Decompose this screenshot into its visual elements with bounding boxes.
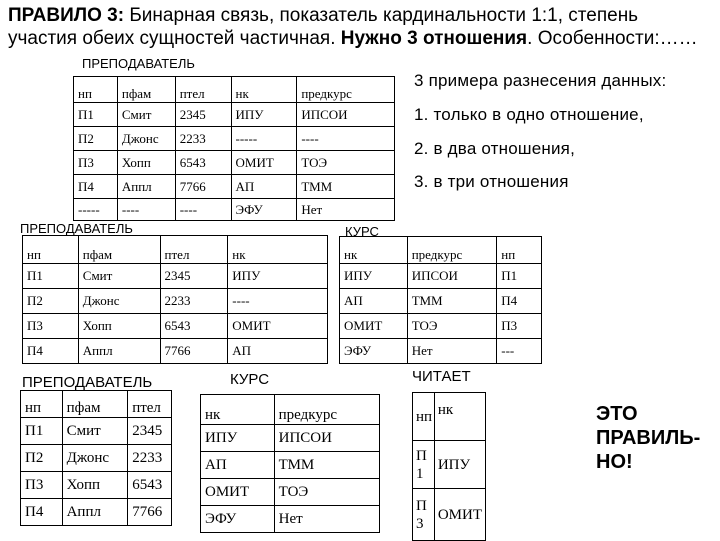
- table-cell: ----: [297, 127, 395, 151]
- table-row: [340, 314, 542, 339]
- table-row: [21, 499, 172, 526]
- table-header-cell: птел: [175, 77, 231, 103]
- table-cell: Джонс: [78, 289, 160, 314]
- table-cell: ИПУ: [340, 264, 408, 289]
- table-cell: П4: [497, 289, 542, 314]
- table-cell: 2233: [175, 127, 231, 151]
- table-header-cell: птел: [160, 236, 228, 264]
- table-cell: П4: [23, 339, 79, 364]
- table1-caption: ПРЕПОДАВАТЕЛЬ: [82, 56, 195, 71]
- table-row: [201, 452, 380, 479]
- table-row: [201, 479, 380, 506]
- table5: [200, 394, 380, 533]
- table-header-cell: птел: [128, 391, 172, 418]
- table-header-cell: пфам: [62, 391, 128, 418]
- table-row: [74, 127, 395, 151]
- table-row: [340, 289, 542, 314]
- table-cell: П3: [23, 314, 79, 339]
- table-cell: Нет: [297, 199, 395, 221]
- table-row: [23, 289, 328, 314]
- table-cell: П1: [74, 103, 118, 127]
- table-cell: Хопп: [62, 472, 128, 499]
- table-header-cell: нп: [413, 393, 435, 441]
- table-cell: ----: [117, 199, 175, 221]
- table-header-cell: пфам: [117, 77, 175, 103]
- table-cell: ОМИТ: [434, 489, 485, 541]
- table1-header-row: [74, 77, 395, 103]
- table-row: [74, 103, 395, 127]
- table3: [339, 236, 542, 364]
- table-cell: ----: [228, 289, 328, 314]
- table-cell: ИПУ: [228, 264, 328, 289]
- table-cell: ТММ: [407, 289, 497, 314]
- table-cell: П3: [497, 314, 542, 339]
- table-cell: 2345: [160, 264, 228, 289]
- table-header-cell: предкурс: [297, 77, 395, 103]
- table-row: [23, 264, 328, 289]
- table-row: [74, 151, 395, 175]
- table-cell: Хопп: [117, 151, 175, 175]
- title-text-2: . Особенности:……: [527, 28, 698, 49]
- table6-caption: ЧИТАЕТ: [412, 368, 471, 385]
- table-cell: Хопп: [78, 314, 160, 339]
- table-header-cell: предкурс: [407, 237, 497, 264]
- table-cell: П3: [413, 489, 435, 541]
- table-cell: ИПУ: [434, 441, 485, 489]
- table1: [73, 76, 395, 221]
- table-row: [413, 489, 486, 541]
- table-cell: Смит: [117, 103, 175, 127]
- table-cell: Смит: [78, 264, 160, 289]
- table-cell: -----: [74, 199, 118, 221]
- table-cell: ----: [175, 199, 231, 221]
- table-row: [21, 418, 172, 445]
- table-cell: П1: [497, 264, 542, 289]
- table-cell: ОМИТ: [228, 314, 328, 339]
- table-cell: 6543: [160, 314, 228, 339]
- table-cell: П1: [21, 418, 63, 445]
- table-row: [340, 264, 542, 289]
- table5-header-row: [201, 395, 380, 425]
- table-cell: П1: [413, 441, 435, 489]
- table-header-cell: нк: [434, 393, 485, 441]
- table-cell: АП: [340, 289, 408, 314]
- notes-item-1: 1. только в одно отношение,: [414, 105, 644, 124]
- table4-caption: ПРЕПОДАВАТЕЛЬ: [22, 374, 153, 391]
- table-cell: ИПСОИ: [297, 103, 395, 127]
- notes-item-3: 3. в три отношения: [414, 172, 569, 191]
- table-cell: 7766: [160, 339, 228, 364]
- table-cell: ИПСОИ: [274, 425, 379, 452]
- table-cell: 2233: [160, 289, 228, 314]
- table-header-cell: нп: [74, 77, 118, 103]
- table-cell: ТОЭ: [274, 479, 379, 506]
- table-cell: Аппл: [117, 175, 175, 199]
- table6: [412, 392, 486, 541]
- table4-header-row: [21, 391, 172, 418]
- table-header-cell: нк: [201, 395, 275, 425]
- notes-heading: 3 примера разнесения данных:: [414, 71, 667, 90]
- table-cell: АП: [228, 339, 328, 364]
- table-row: [74, 199, 395, 221]
- table-cell: Аппл: [78, 339, 160, 364]
- title-bold: Нужно 3 отношения: [340, 28, 528, 49]
- table-cell: ИПУ: [201, 425, 275, 452]
- table-cell: АП: [231, 175, 297, 199]
- table-row: [413, 441, 486, 489]
- table-header-cell: предкурс: [274, 395, 379, 425]
- table-cell: ЭФУ: [340, 339, 408, 364]
- table-row: [74, 175, 395, 199]
- table-cell: АП: [201, 452, 275, 479]
- table5-caption: КУРС: [230, 371, 270, 388]
- table2: [22, 235, 328, 364]
- table-header-cell: нп: [497, 237, 542, 264]
- table-cell: 2345: [128, 418, 172, 445]
- table-cell: ТММ: [297, 175, 395, 199]
- slide-title: [8, 4, 712, 50]
- table-cell: Нет: [274, 506, 379, 533]
- table-cell: Смит: [62, 418, 128, 445]
- table-cell: ЭФУ: [201, 506, 275, 533]
- table-cell: Джонс: [117, 127, 175, 151]
- table-cell: П4: [74, 175, 118, 199]
- table-row: [201, 506, 380, 533]
- table-cell: ОМИТ: [231, 151, 297, 175]
- table-cell: П4: [21, 499, 63, 526]
- table-cell: Нет: [407, 339, 497, 364]
- table4: [20, 390, 172, 526]
- table-cell: П1: [23, 264, 79, 289]
- table-row: [23, 339, 328, 364]
- table-row: [340, 339, 542, 364]
- table-cell: 6543: [128, 472, 172, 499]
- table-header-cell: нп: [21, 391, 63, 418]
- table-cell: ТОЭ: [297, 151, 395, 175]
- verdict-text: ЭТО ПРАВИЛЬ-НО!: [596, 403, 701, 473]
- table-cell: -----: [231, 127, 297, 151]
- table-cell: П3: [21, 472, 63, 499]
- table-header-cell: нк: [231, 77, 297, 103]
- table-header-cell: пфам: [78, 236, 160, 264]
- table-row: [21, 445, 172, 472]
- table-cell: Аппл: [62, 499, 128, 526]
- table-header-cell: нп: [23, 236, 79, 264]
- table-cell: 6543: [175, 151, 231, 175]
- table-cell: ИПСОИ: [407, 264, 497, 289]
- table-cell: П2: [21, 445, 63, 472]
- table-header-cell: нк: [228, 236, 328, 264]
- table-header-cell: нк: [340, 237, 408, 264]
- table6-header-row: [413, 393, 486, 441]
- rule-label: ПРАВИЛО 3:: [8, 5, 125, 26]
- table-cell: ЭФУ: [231, 199, 297, 221]
- table-cell: ТММ: [274, 452, 379, 479]
- notes-item-2: 2. в два отношения,: [414, 139, 576, 158]
- table-cell: 2233: [128, 445, 172, 472]
- table-row: [23, 314, 328, 339]
- table-cell: ТОЭ: [407, 314, 497, 339]
- table2-caption: ПРЕПОДАВАТЕЛЬ: [20, 221, 133, 236]
- table-row: [21, 472, 172, 499]
- table-row: [201, 425, 380, 452]
- table3-caption: КУРС: [345, 224, 379, 239]
- table-cell: П2: [23, 289, 79, 314]
- table2-header-row: [23, 236, 328, 264]
- table-cell: П2: [74, 127, 118, 151]
- table3-header-row: [340, 237, 542, 264]
- table-cell: Джонс: [62, 445, 128, 472]
- title-text-1: Бинарная связь, показатель кардинальности 1:1, степень участия обеих сущностей частичная.: [8, 5, 639, 49]
- table-cell: ---: [497, 339, 542, 364]
- table-cell: 7766: [128, 499, 172, 526]
- table-cell: П3: [74, 151, 118, 175]
- table-cell: ОМИТ: [340, 314, 408, 339]
- table-cell: ОМИТ: [201, 479, 275, 506]
- table-cell: 2345: [175, 103, 231, 127]
- table-cell: 7766: [175, 175, 231, 199]
- table-cell: ИПУ: [231, 103, 297, 127]
